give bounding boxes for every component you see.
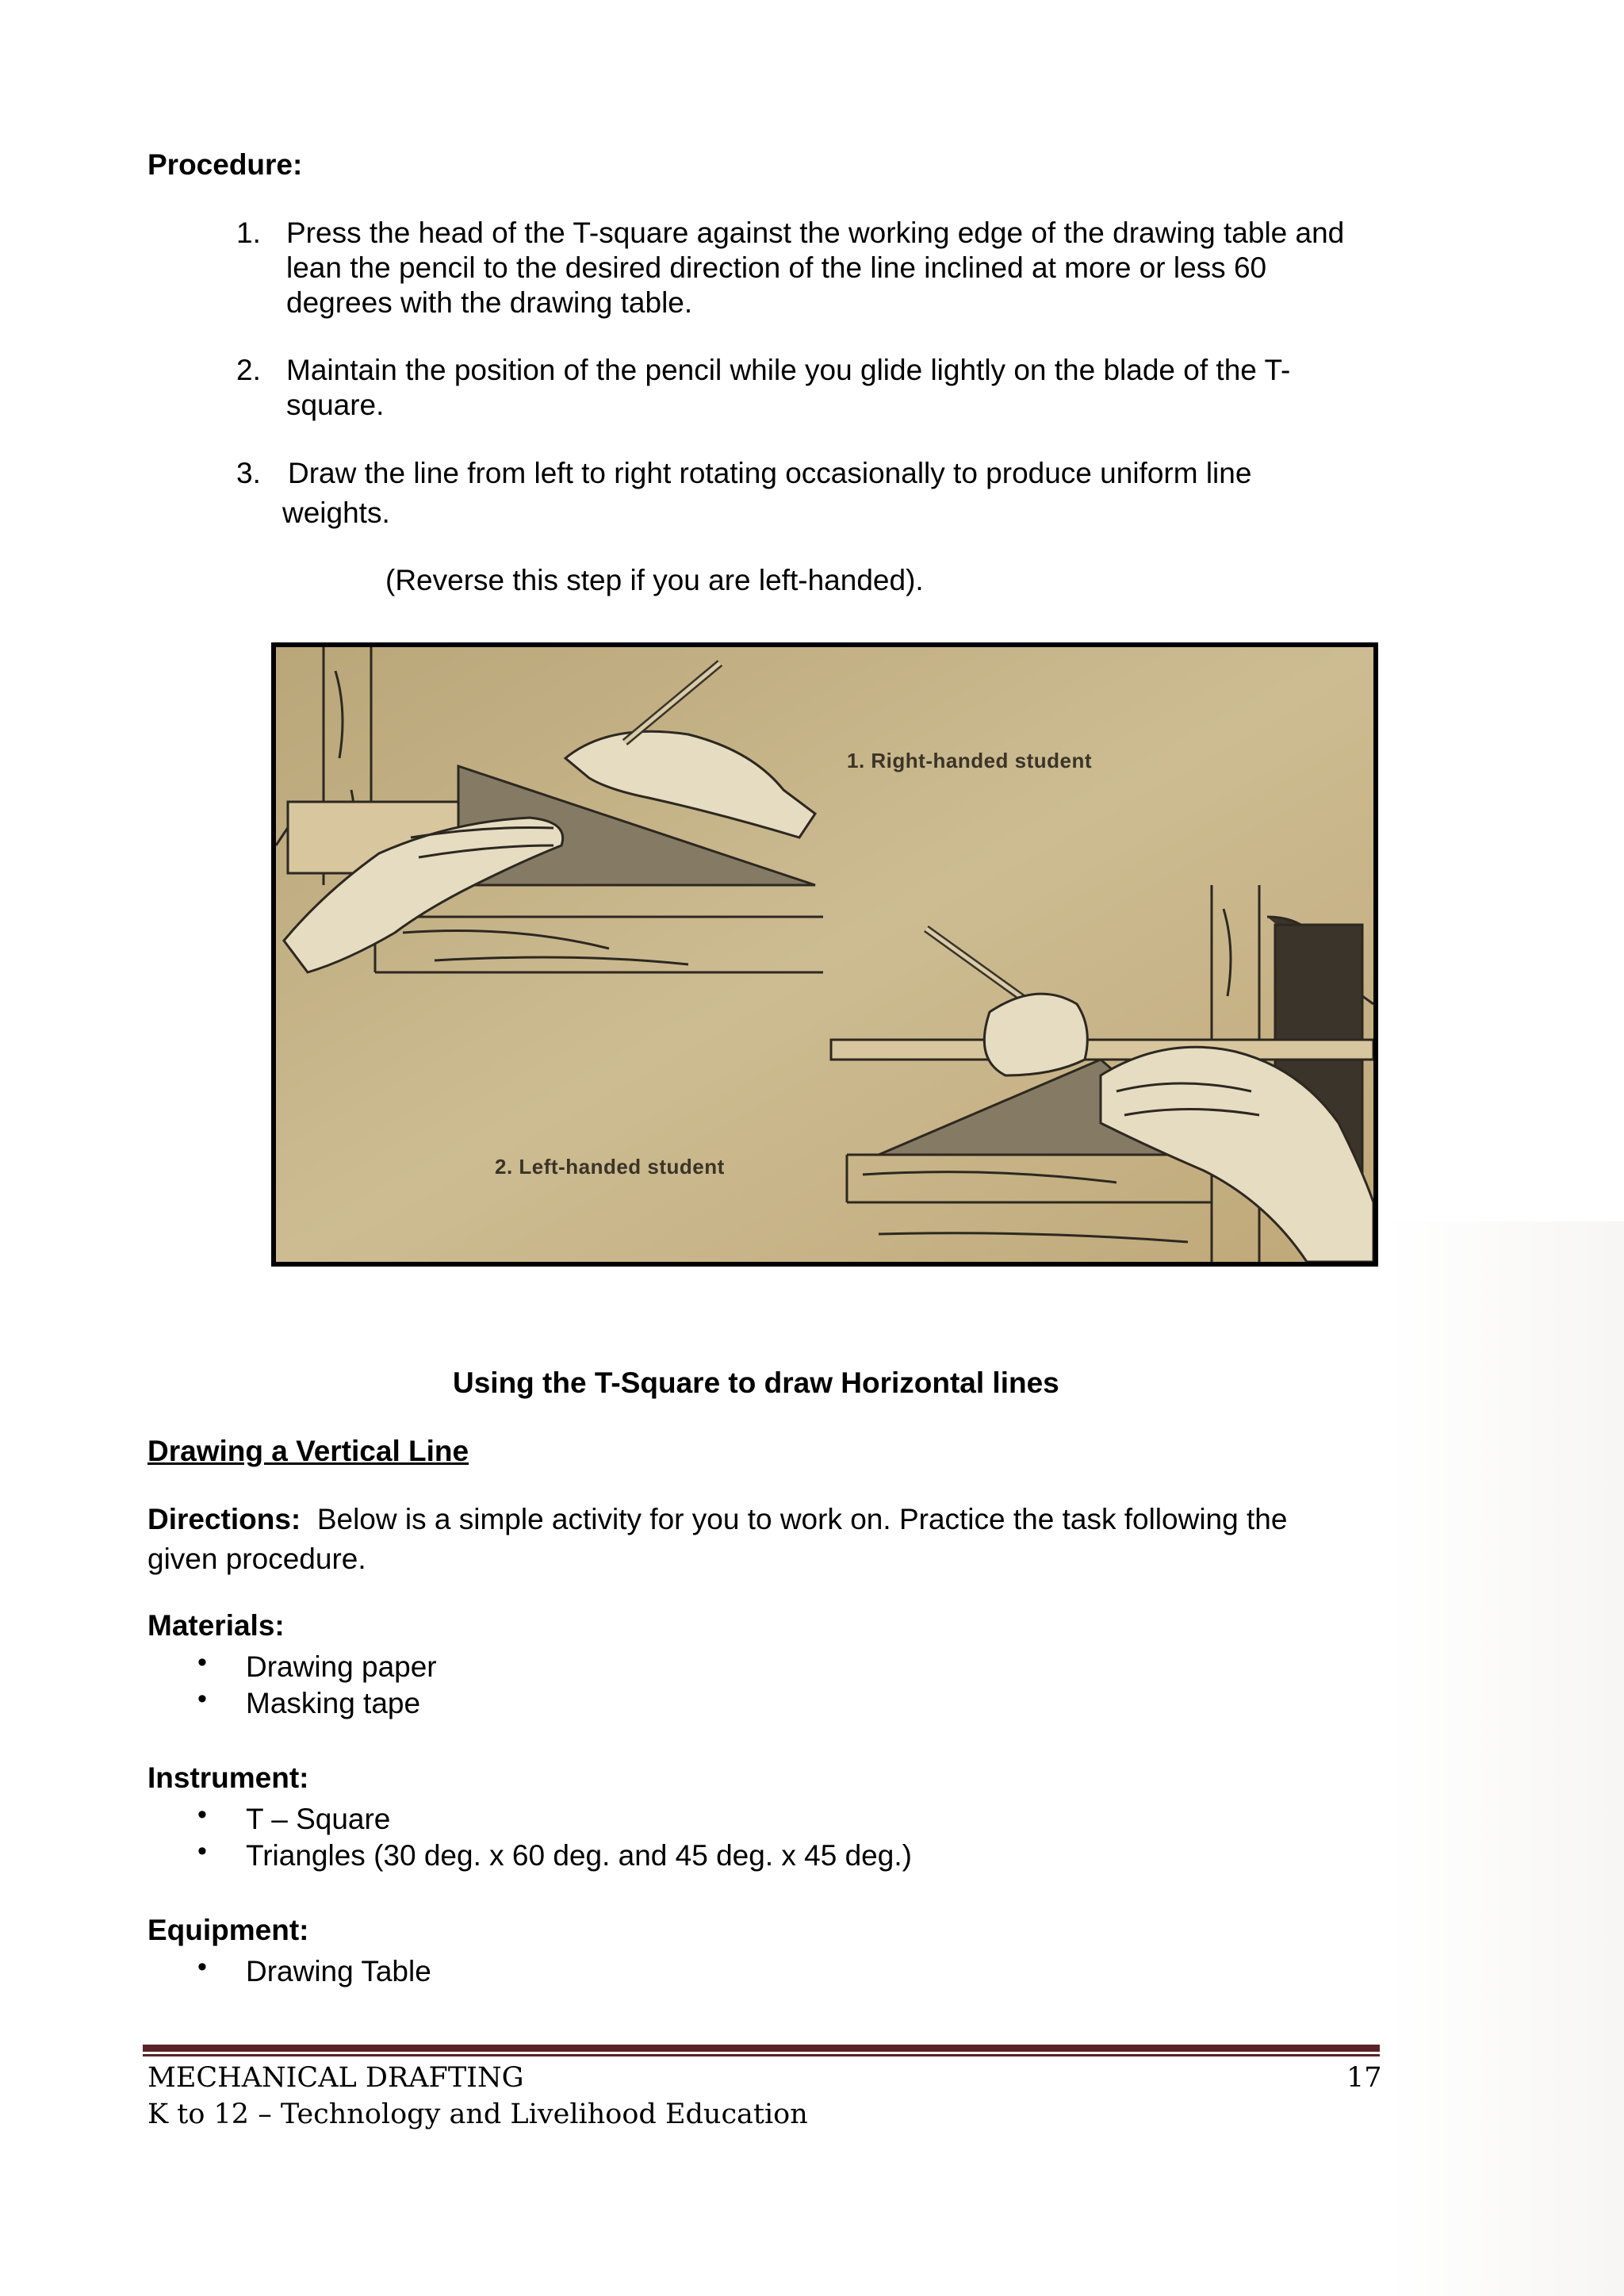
equipment-heading: Equipment: [147,1914,309,1946]
left-handed-label: 2. Left-handed student [495,1155,725,1179]
step-number: 1. [236,217,261,249]
directions-text: Below is a simple activity for you to work on. Practice the task following the [316,1503,1288,1535]
step-text-line: Draw the line from left to right rotating occasionally to produce uniform line [288,457,1252,489]
right-handed-label: 1. Right-handed student [847,749,1093,772]
section-title: Drawing a Vertical Line [147,1435,469,1467]
directions-label: Directions: [147,1503,301,1535]
footer-title: MECHANICAL DRAFTING [147,2062,524,2094]
list-item: T – Square [246,1803,391,1835]
list-item: Drawing paper [246,1650,437,1683]
bullet-icon: • [197,1952,207,1982]
bullet-icon: • [197,1836,207,1866]
footer-subtitle: K to 12 – Technology and Livelihood Education [147,2099,808,2130]
bullet-icon: • [197,1684,207,1714]
page-edge-shading [1384,1221,1624,2296]
t-square-illustration [271,642,1378,1267]
figure-caption: Using the T-Square to draw Horizontal lines [453,1366,1059,1399]
bullet-icon: • [197,1647,207,1677]
step-number: 3. [236,457,261,489]
page-number: 17 [1346,2062,1382,2094]
list-item: Drawing Table [246,1955,431,1987]
list-item: Triangles (30 deg. x 60 deg. and 45 deg. x 45 deg.) [246,1839,912,1872]
step-text-line: square. [286,389,385,421]
list-item: Masking tape [246,1687,421,1719]
step-text-line: degrees with the drawing table. [286,286,693,319]
step-text-line: weights. [282,496,390,529]
directions-line-2: given procedure. [147,1543,366,1575]
bullet-icon: • [197,1800,207,1830]
step-text-line: Press the head of the T-square against the working edge of the drawing table and [286,217,1345,249]
t-square-drawing [276,647,1373,1262]
step-number: 2. [236,354,261,386]
instrument-heading: Instrument: [147,1761,309,1794]
procedure-note: (Reverse this step if you are left-handed). [385,564,924,596]
step-text-line: Maintain the position of the pencil while you glide lightly on the blade of the T- [286,354,1291,386]
materials-heading: Materials: [147,1609,285,1642]
step-text-line: lean the pencil to the desired direction of the line inclined at more or less 60 [286,251,1267,284]
footer-rule [143,2045,1380,2052]
procedure-heading: Procedure: [147,148,303,181]
directions-line-1 [147,1502,1287,1537]
footer-rule-thin [143,2054,1380,2056]
